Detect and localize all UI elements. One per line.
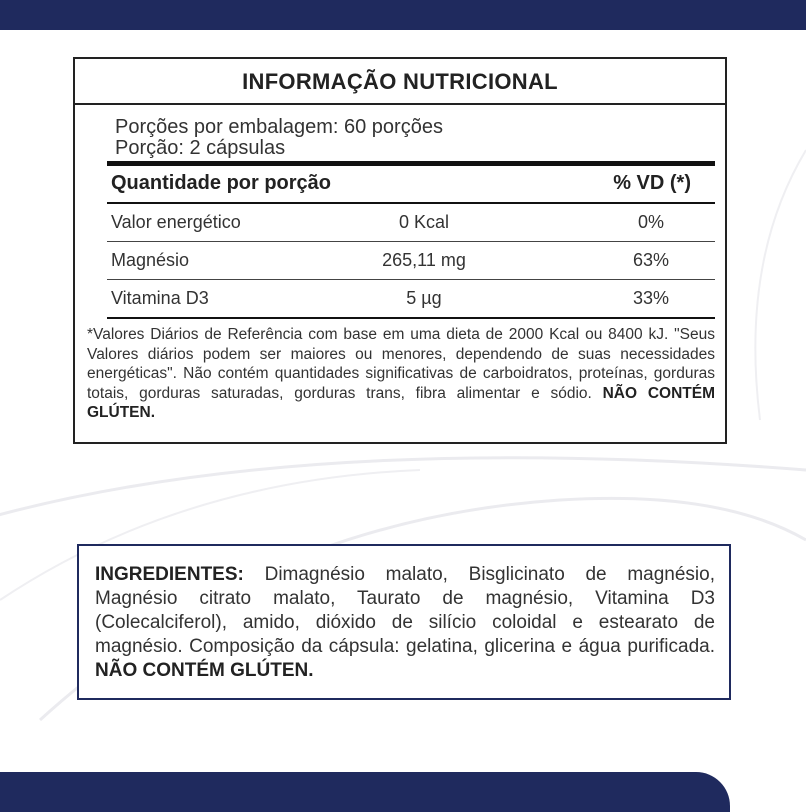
nutrient-dv: 0% [637,212,664,232]
nutrient-amount: 0 Kcal [398,212,450,232]
nutrient-dv: 63% [632,250,670,270]
ingredients-text: Dimagnésio malato, Bisglicinato de magnésio, Magnésio citrato malato, Taurato de magnésio, Vitamina D3 (Colecalciferol), amido, dióxido de silício coloidal e estearato de magnésio. Composição da cápsula: gelatina, glicerina e água purificada. [95,564,716,657]
nutrition-facts-table [73,57,727,444]
servings-per-package: Porções por embalagem: 60 porções [115,116,443,138]
footnote-gluten-free: NÃO CONTÉM GLÚTEN. [87,384,715,421]
bottom-banner [0,772,730,812]
nutrient-amount: 265,11 mg [382,250,466,270]
header-quantity: Quantidade por porção [111,172,332,194]
header-daily-value: % VD (*) [613,172,691,194]
table-row [107,204,715,242]
nutrient-name: Magnésio [111,250,190,270]
nutrient-name: Valor energético [111,212,241,232]
nutrition-title: INFORMAÇÃO NUTRICIONAL [75,59,725,105]
table-row [107,280,715,319]
serving-size: Porção: 2 cápsulas [115,137,286,159]
nutrient-dv: 33% [632,288,670,308]
nutrient-amount: 5 µg [406,288,442,308]
footnote [75,319,725,423]
table-header [107,166,715,204]
top-banner [0,0,806,30]
table-row [107,242,715,280]
footnote-text: *Valores Diários de Referência com base em uma dieta de 2000 Kcal ou 8400 kJ. "Seus Valores diários podem ser maiores ou menores, dependendo de suas necessidades energéticas". Não contém quantidades significativas de carboidratos, proteínas, gorduras totais, gorduras saturadas, gorduras trans, fibra alimentar e sódio. [87,326,715,402]
ingredients-box [77,544,731,700]
ingredients-label: INGREDIENTES: [95,564,244,585]
ingredients-gluten-free: NÃO CONTÉM GLÚTEN. [95,660,314,681]
nutrient-name: Vitamina D3 [111,288,209,308]
portions-info [75,105,725,159]
